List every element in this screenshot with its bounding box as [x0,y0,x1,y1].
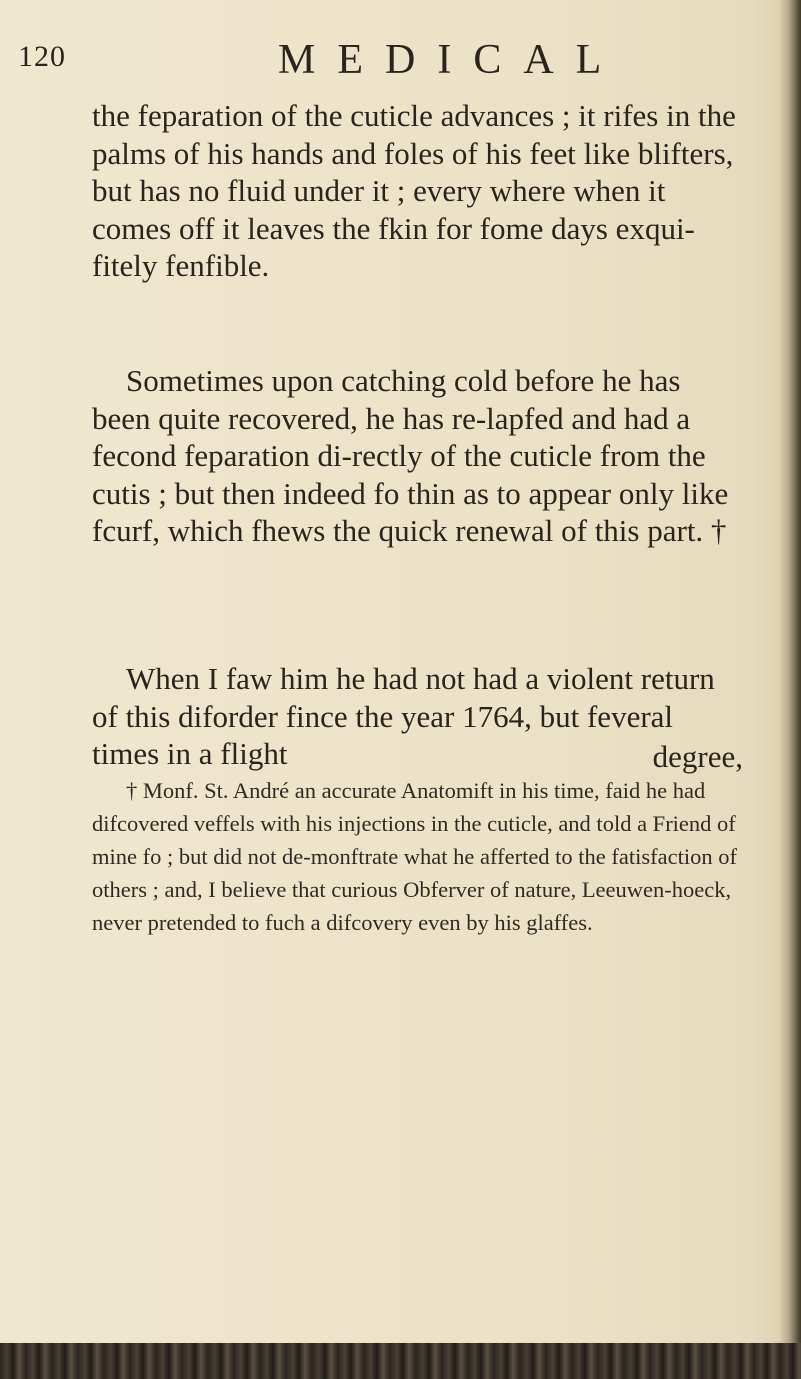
catchword: degree, [652,739,743,774]
paragraph-1: the feparation of the cuticle advances ; it rifes in the palms of his hands and foles of his feet like blifters, but has no fluid under it ; every where when it comes off it leaves the fkin for fome days exqui-fitely fenfible. [92,98,736,284]
page-edge-shadow [779,0,801,1379]
paragraph-2 [92,362,742,550]
footnote [92,774,742,939]
page-bottom-edge [0,1343,801,1379]
page-number: 120 [18,40,66,73]
paragraph-2-text: Sometimes upon catching cold before he has been quite recovered, he has re-lapfed and had a fecond feparation di-rectly of the cuticle from the cutis ; but then indeed fo thin as to appear only like fcurf, which fhews the quick renewal of this part. † [92,363,729,549]
paragraph-3-text: When I faw him he had not had a violent return of this diforder fince the year 1764, but feveral times in a flight [92,661,715,772]
running-head: MEDICAL [278,37,624,83]
footnote-text: † Monf. St. André an accurate Anatomift in his time, faid he had difcovered veffels with his injections in the cuticle, and told a Friend of mine fo ; but did not de-monftrate what he afferted to the fatisfaction of others ; and, I believe that curious Obferver of nature, Leeuwen-hoeck, never pretended to fuch a difcovery even by his glaffes. [92,778,737,935]
paragraph-3 [92,660,742,773]
